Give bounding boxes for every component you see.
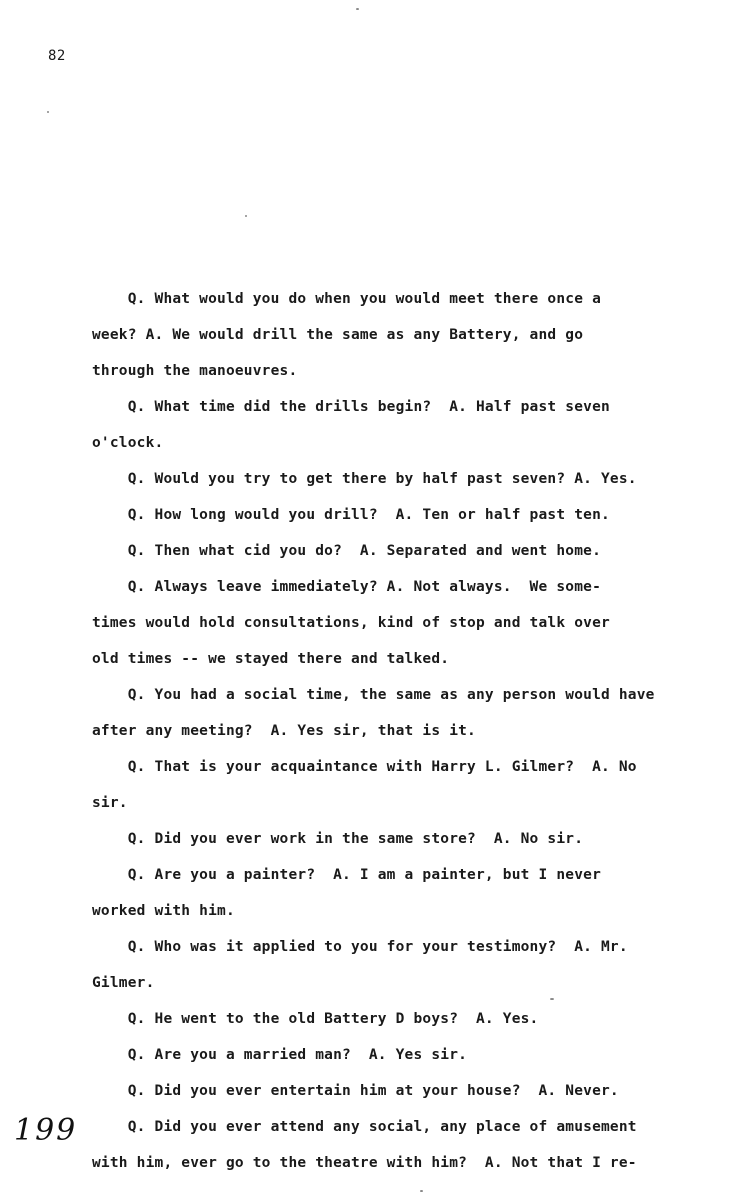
transcript-line: Q. Then what cid you do? A. Separated and went home. bbox=[92, 543, 601, 559]
scan-speck bbox=[550, 998, 554, 1000]
transcript-line: Q. Are you a married man? A. Yes sir. bbox=[92, 1047, 468, 1063]
transcript-line: Q. Are you a painter? A. I am a painter, but I never bbox=[92, 867, 601, 883]
transcript-line: Q. How long would you drill? A. Ten or half past ten. bbox=[92, 507, 610, 523]
transcript-line: Q. That is your acquaintance with Harry L. Gilmer? A. No bbox=[92, 759, 637, 775]
transcript-line: Q. He went to the old Battery D boys? A. Yes. bbox=[92, 1011, 539, 1027]
scan-speck bbox=[420, 1190, 423, 1192]
handwritten-margin-note: 199 bbox=[14, 1113, 78, 1148]
transcript-line: Q. Did you ever work in the same store? A. No sir. bbox=[92, 831, 584, 847]
transcript-line: Q. Who was it applied to you for your testimony? A. Mr. bbox=[92, 939, 628, 955]
transcript-line: Q. Always leave immediately? A. Not always. We some- bbox=[92, 579, 601, 595]
transcript-line: Q. Did you ever entertain him at your house? A. Never. bbox=[92, 1083, 619, 1099]
transcript-line: Q. What time did the drills begin? A. Half past seven bbox=[92, 399, 610, 415]
transcript-line: Q. You had a social time, the same as any person would have bbox=[92, 687, 655, 703]
transcript-line: sir. bbox=[92, 795, 128, 811]
transcript-line: worked with him. bbox=[92, 903, 235, 919]
page-number: 82 bbox=[48, 48, 66, 64]
transcript-line: old times -- we stayed there and talked. bbox=[92, 651, 450, 667]
transcript-line: Q. What would you do when you would meet there once a bbox=[92, 291, 601, 307]
transcript-line: Q. Would you try to get there by half past seven? A. Yes. bbox=[92, 471, 637, 487]
transcript-line: Gilmer. bbox=[92, 975, 155, 991]
scan-speck bbox=[47, 111, 49, 113]
transcript-line: after any meeting? A. Yes sir, that is it. bbox=[92, 723, 476, 739]
scan-speck bbox=[245, 215, 247, 217]
transcript-line: with him, ever go to the theatre with him? A. Not that I re- bbox=[92, 1155, 637, 1171]
transcript-line: times would hold consultations, kind of stop and talk over bbox=[92, 615, 610, 631]
scan-speck bbox=[356, 8, 359, 10]
transcript-line: o'clock. bbox=[92, 435, 164, 451]
transcript-line: week? A. We would drill the same as any Battery, and go bbox=[92, 327, 584, 343]
transcript-line: through the manoeuvres. bbox=[92, 363, 298, 379]
transcript-body bbox=[92, 281, 682, 1181]
transcript-line: Q. Did you ever attend any social, any place of amusement bbox=[92, 1119, 637, 1135]
